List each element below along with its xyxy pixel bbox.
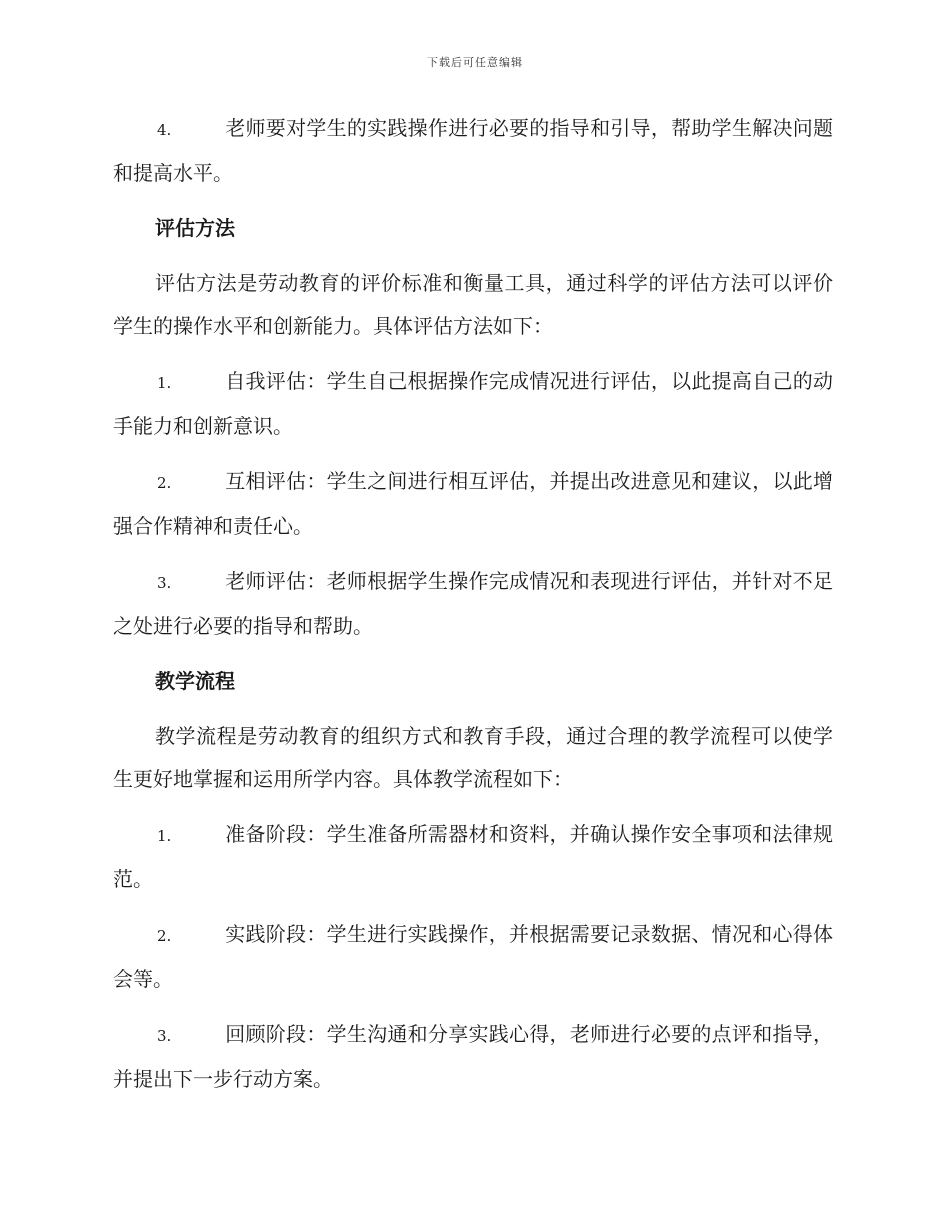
list-item xyxy=(113,1013,833,1101)
list-item xyxy=(113,360,833,448)
section-heading-evaluation: 评估方法 xyxy=(155,216,235,240)
list-item xyxy=(113,913,833,1001)
list-item xyxy=(113,107,833,195)
list-text: 回顾阶段：学生沟通和分享实践心得，老师进行必要的点评和指导，并提出下一步行动方案。 xyxy=(113,1022,833,1091)
list-item xyxy=(113,560,833,648)
list-text: 互相评估：学生之间进行相互评估，并提出改进意见和建议，以此增强合作精神和责任心。 xyxy=(113,469,833,538)
document-body xyxy=(113,107,833,1113)
list-text: 自我评估：学生自己根据操作完成情况进行评估，以此提高自己的动手能力和创新意识。 xyxy=(113,369,833,438)
list-text: 老师要对学生的实践操作进行必要的指导和引导，帮助学生解决问题和提高水平。 xyxy=(113,116,833,185)
list-number: 1. xyxy=(157,374,172,392)
list-number: 4. xyxy=(157,121,172,139)
list-number: 3. xyxy=(157,574,172,592)
list-number: 1. xyxy=(157,827,172,845)
page-header: 下载后可任意编辑 xyxy=(427,56,523,69)
list-text: 实践阶段：学生进行实践操作，并根据需要记录数据、情况和心得体会等。 xyxy=(113,922,833,991)
list-item xyxy=(113,813,833,901)
list-item xyxy=(113,460,833,548)
list-text: 准备阶段：学生准备所需器材和资料，并确认操作安全事项和法律规范。 xyxy=(113,822,833,891)
list-number: 3. xyxy=(157,1027,172,1045)
list-text: 老师评估：老师根据学生操作完成情况和表现进行评估，并针对不足之处进行必要的指导和帮助。 xyxy=(113,569,833,638)
section-heading-teaching-process: 教学流程 xyxy=(155,669,235,693)
paragraph: 教学流程是劳动教育的组织方式和教育手段，通过合理的教学流程可以使学生更好地掌握和运用所学内容。具体教学流程如下： xyxy=(113,724,833,791)
list-number: 2. xyxy=(157,474,172,492)
paragraph: 评估方法是劳动教育的评价标准和衡量工具，通过科学的评估方法可以评价学生的操作水平和创新能力。具体评估方法如下： xyxy=(113,271,833,338)
list-number: 2. xyxy=(157,927,172,945)
